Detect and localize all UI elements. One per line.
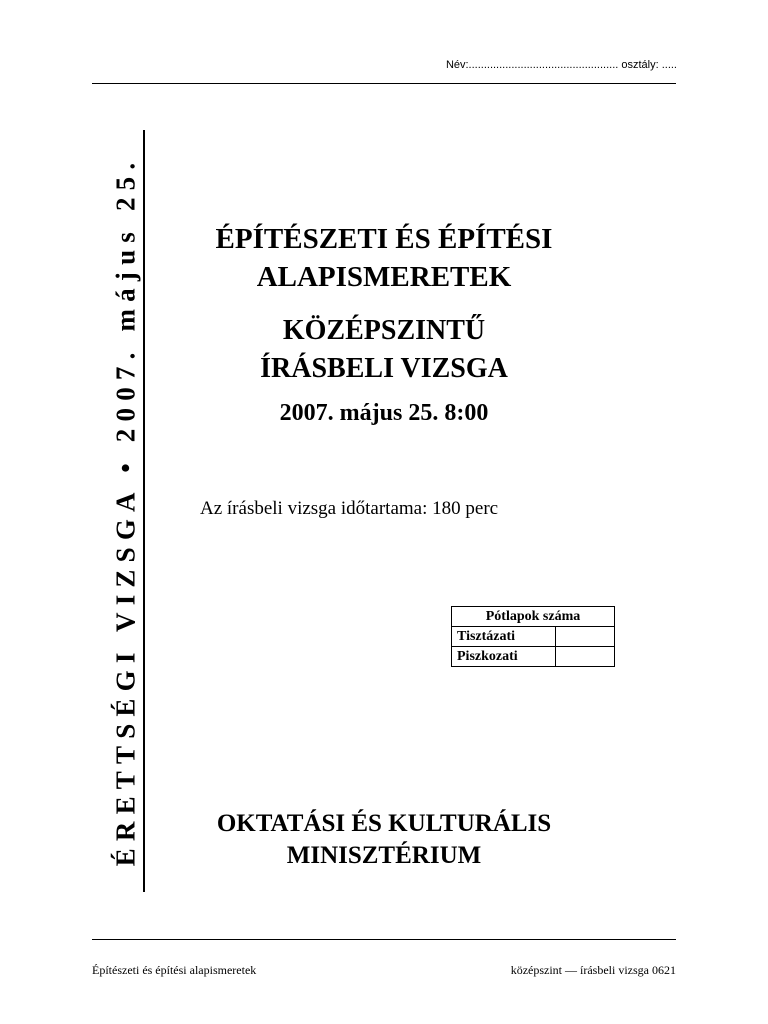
bottom-divider bbox=[92, 939, 676, 940]
exam-date: 2007. május 25. 8:00 bbox=[279, 400, 489, 426]
exam-level-title bbox=[92, 312, 676, 388]
top-divider bbox=[92, 83, 676, 84]
footer-exam-code: középszint — írásbeli vizsga 0621 bbox=[510, 963, 676, 977]
supplement-count-field[interactable] bbox=[556, 627, 615, 647]
title-line-4: ÍRÁSBELI VIZSGA bbox=[260, 353, 508, 384]
name-class-field: Név:................................................. osztály: ..... bbox=[445, 59, 677, 71]
exam-subject-title bbox=[92, 220, 676, 296]
footer-subject: Építészeti és építési alapismeretek bbox=[92, 963, 257, 977]
supplement-row-label: Tisztázati bbox=[452, 627, 556, 647]
supplement-table-header: Pótlapok száma bbox=[452, 607, 615, 627]
side-banner-text: ÉRETTSÉGI VIZSGA • 2007. május 25. bbox=[110, 155, 141, 867]
title-line-3: KÖZÉPSZINTŰ bbox=[282, 315, 486, 346]
supplement-row-label: Piszkozati bbox=[452, 647, 556, 667]
ministry-name bbox=[92, 808, 676, 872]
title-line-1: ÉPÍTÉSZETI ÉS ÉPÍTÉSI bbox=[215, 223, 553, 255]
exam-duration: Az írásbeli vizsga időtartama: 180 perc bbox=[200, 498, 499, 519]
supplement-count-field[interactable] bbox=[556, 647, 615, 667]
ministry-line-1: OKTATÁSI ÉS KULTURÁLIS bbox=[216, 810, 552, 837]
supplement-sheets-table bbox=[451, 606, 615, 667]
ministry-line-2: MINISZTÉRIUM bbox=[286, 842, 482, 869]
title-line-2: ALAPISMERETEK bbox=[256, 261, 512, 293]
